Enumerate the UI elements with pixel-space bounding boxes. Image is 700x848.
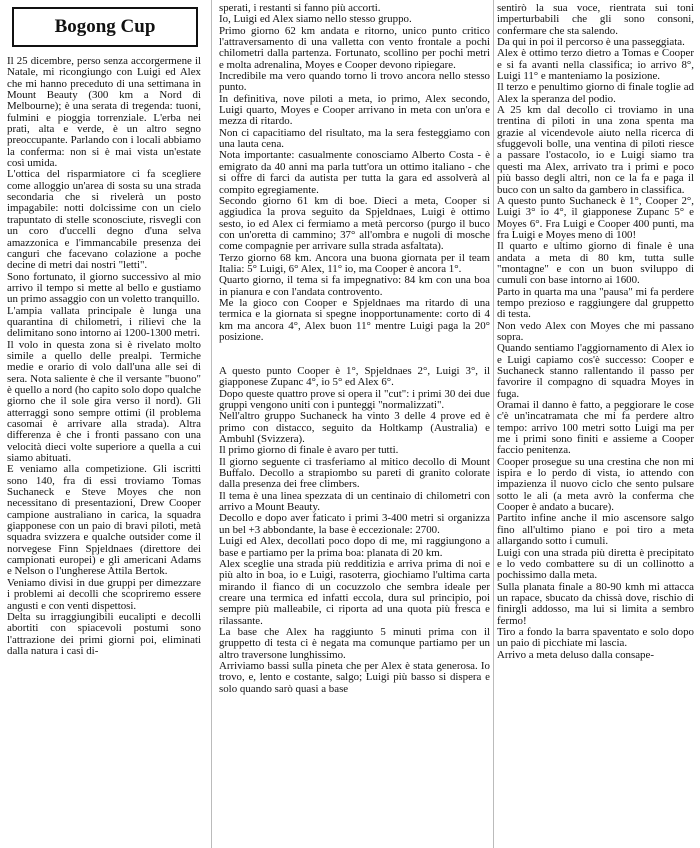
paragraph: Arriviamo bassi sulla pineta che per Alex è stata generosa. Io trovo, e, lento e costante, salgo; Luigi più basso si dispera e solo quando sarò quasi a base — [219, 659, 490, 695]
paragraph: Partito infine anche il mio ascensore salgo fino all'ultimo piano e poi tiro a meta allargando sotto i cumuli. — [497, 512, 694, 548]
paragraph: Luigi ed Alex, decollati poco dopo di me, mi raggiungono a base e partiamo per la prima boa: planata di 20 km. — [219, 535, 490, 559]
paragraph: Parto in quarta ma una "pausa" mi fa perdere tempo prezioso e raggiungere dal gruppetto di testa. — [497, 285, 694, 321]
paragraph: Tiro a fondo la barra spaventato e solo dopo un paio di picchiate mi lascia. — [497, 625, 694, 650]
paragraph: Nell'altro gruppo Suchaneck ha vinto 3 delle 4 prove ed è primo con distacco, seguito da Holtkamp (Australia) e Ambuhl (Svizzera). — [219, 410, 490, 446]
paragraph: Nota importante: casualmente conosciamo Alberto Costa - è emigrato da 40 anni ma parla tutt'ora un ottimo italiano - che si offre di farci da autista per tutta la gara ed assolverà al compito egregiamente. — [219, 149, 490, 196]
paragraph: Il giorno seguente ci trasferiamo al mitico decollo di Mount Buffalo. Decollo a strapiombo su pareti di granito colorate dalla presenza dei free climbers. — [219, 455, 490, 491]
paragraph: Luigi con una strada più diretta è precipitato e lo vedo combattere su di un collinotto a pochissimo dalla meta. — [497, 546, 694, 582]
paragraph: A 25 km dal decollo ci troviamo in una trentina di piloti in una zona spenta ma grazie al vicendevole aiuto nella ricerca di sfuggevoli bolle, una ventina di piloti riesce a passare l'ostacolo, io e Luigi siamo tra questi ma Alex, arrivato tra i primi e poco più basso degli altri, non ce la fa e paga il buco con un salto da gambero in classifica. — [497, 104, 694, 196]
paragraph: L'ampia vallata principale è lunga una quarantina di chilometri, i rilievi che la delimitano sono intorno ai 1200-1300 metri. — [7, 304, 201, 340]
paragraph: L'ottica del risparmiatore ci fa scegliere come alloggio un'area di sosta su una strada secondaria che si rivelerà un posto impagabile: notti dolcissime con un cielo trapuntato di stelle sconosciute, risvegli con un coro d'uccelli degno d'una selva amazzonica e l'immancabile presenza dei canguri che facevano colazione a poche decine di metri dai nostri "letti". — [7, 168, 201, 272]
column-divider-left — [211, 0, 212, 848]
paragraph: Alex è ottimo terzo dietro a Tomas e Cooper e si fa avanti nella classifica; io arrivo 8°, Luigi 11° e manteniamo la posizione. — [497, 47, 694, 83]
paragraph: Non vedo Alex con Moyes che mi passano sopra. — [497, 319, 694, 343]
paragraph: sentirò la sua voce, rientrata sui toni imperturbabili che gli sono consoni, confermare che sta salendo. — [497, 2, 694, 37]
paragraph: Secondo giorno 61 km di boe. Dieci a meta, Cooper si aggiudica la prova seguito da Spjeldnaes, Luigi è ottimo sesto, io ed Alex ci fermiamo a metà percorso (purgo il buco con un'oretta di cammino; 37° all'ombra e nugoli di mosche come compagnie per arrivare sulla strada asfaltata). — [219, 194, 490, 253]
paragraph: Oramai il danno è fatto, a peggiorare le cose c'è un'incatramata che mi fa perdere altro tempo: arrivo 100 metri sotto Luigi ma per me i primi sono finiti e assieme a Cooper faccio penitenza. — [497, 399, 694, 457]
paragraph: Quarto giorno, il tema si fa impegnativo: 84 km con una boa in pianura e con l'andata controvento. — [219, 274, 490, 298]
column-1 — [7, 0, 201, 848]
paragraph: Sulla planata finale a 80-90 kmh mi attacca un rapace, sbucato da chissà dove, rischio di finirgli addosso, ma lui si limita a sembro fermo! — [497, 580, 694, 627]
paragraph: In definitiva, nove piloti a meta, io primo, Alex secondo, Luigi quarto, Moyes e Cooper arrivano in meta con un'ora e mezza di ritardo. — [219, 92, 490, 128]
paragraph: Incredibile ma vero quando torno li trovo ancora nello stesso punto. — [219, 70, 490, 94]
paragraph: sperati, i restanti si fanno più accorti. — [219, 2, 381, 14]
paragraph: Primo giorno 62 km andata e ritorno, unico punto critico l'attraversamento di una valletta con vento frontale a pochi chilometri dalla partenza. Fortunato, scollino per pochi metri e molta adrenalina, Moyes e Cooper devono ripiegare. — [219, 24, 490, 71]
paragraph: Il terzo e penultimo giorno di finale toglie ad Alex la speranza del podio. — [497, 81, 694, 105]
paragraph: La base che Alex ha raggiunto 5 minuti prima con il gruppetto di testa ci è negata ma comunque partiamo per un altro traversone lunghissimo. — [219, 625, 490, 661]
paragraph: Quando sentiamo l'aggiornamento di Alex io e Luigi capiamo cos'è successo: Cooper e Suchaneck stanno rallentando il passo per favorire il compagno di squadra Moyes in fuga. — [497, 342, 694, 400]
paragraph: Arrivo a meta deluso dalla consape- — [497, 648, 654, 661]
paragraph: Decollo e dopo aver faticato i primi 3-400 metri si organizza un bel +3 abbondante, la base è eccezionale: 2700. — [219, 512, 490, 536]
paragraph: A questo punto Cooper è 1°, Spjeldnaes 2°, Luigi 3°, il giapponese Zupanc 4°, io 5° ed Alex 6°. — [219, 365, 490, 389]
paragraph: Sono fortunato, il giorno successivo al mio arrivo il tempo si mette al bello e gustiamo un primo assaggio con un voletto tranquillo. — [7, 270, 201, 306]
column-3 — [497, 0, 694, 848]
paragraph: Il volo in questa zona si è rivelato molto simile a quello delle prealpi. Termiche medie e orario di volo dall'una alle sei di sera. Nota saliente è che il versante "buono" è quello a nord (ho capito solo dopo qualche giorno che il sole gira verso il nord). Gli atterraggi sono sempre ottimi (il problema casomai è arrivare alla strada). Altra differenza è che i fronti passano con una velocità dieci volte superiore a quella a cui siamo abituati. — [7, 338, 201, 465]
paragraph: E veniamo alla competizione. Gli iscritti sono 140, fra di essi troviamo Tomas Suchaneck e Steve Moyes che non necessitano di presentazioni, Drew Cooper campione australiano in carica, la squadra giapponese con un paio di bravi piloti, metà squadra svizzera e qualche outsider come il norvegese Finn Spjeldnaes (direttore dei campionati europei) e gli americani Adams e Nelson o l'ungherese Attila Bertok. — [7, 463, 201, 578]
paragraph: Cooper prosegue su una crestina che non mi ispira e lo perdo di vista, io attendo con impazienza il nuovo ciclo che sento pulsare sotto le ali (a meta avrò la conferma che Cooper è andato a bucare). — [497, 455, 694, 514]
paragraph: Non ci capacitiamo del risultato, ma la sera festeggiamo con una lauta cena. — [219, 126, 490, 151]
paragraph: Il 25 dicembre, perso senza accorgermene il Natale, mi ricongiungo con Luigi ed Alex che mi hanno preceduto di una settimana in Mount Beauty (300 km a Nord di Melbourne); è una serata di tregenda: tuoni, fulmini e pioggia torrenziale. L'erba nei prati, alta e verde, è un altro segno preoccupante. Parlando con i locali abbiamo la conferma: non si è mai vista un'estate così umida. — [7, 55, 201, 170]
paragraph: Delta su irraggiungibili eucalipti e decolli abortiti con spiacevoli postumi sono l'attrazione dei primi giorni poi, eliminati dalla natura i casi di- — [7, 610, 201, 657]
paragraph: Me la gioco con Cooper e Spjeldnaes ma ritardo di una termica e la giornata si spegne inopportunamente: corto di 4 km ma ancora 4°, Alex buon 11° mentre Luigi paga la 20° posizione. — [219, 296, 490, 343]
paragraph: A questo punto Suchaneck è 1°, Cooper 2°, Luigi 3° io 4°, il giapponese Zupanc 5° e Moyes 6°. Fra Luigi e Cooper 400 punti, ma fra Luigi e Moyes meno di 100! — [497, 194, 694, 241]
paragraph: Dopo queste quattro prove si opera il "cut": i primi 30 dei due gruppi vengono uniti con i punteggi "normalizzati". — [219, 387, 490, 412]
paragraph: Il quarto e ultimo giorno di finale è una andata a meta di 80 km, tutta sulle "montagne" e con un buon sviluppo di cumuli con base intorno ai 1600. — [497, 240, 694, 287]
paragraph: Terzo giorno 68 km. Ancora una buona giornata per il team Italia: 5° Luigi, 6° Alex, 11° io, ma Cooper è ancora 1°. — [219, 251, 490, 275]
column-divider-right — [493, 0, 494, 848]
section-gap — [219, 343, 490, 354]
paragraph: Il primo giorno di finale è avaro per tutti. — [219, 444, 399, 457]
paragraph: Veniamo divisi in due gruppi per dimezzare i problemi ai decolli che scopriremo essere angusti e con venti dispettosi. — [7, 576, 201, 612]
article-title: Bogong Cup — [12, 7, 198, 47]
column-2 — [219, 0, 490, 848]
paragraph: Alex sceglie una strada più redditizia e arriva prima di noi e più alto in boa, io e Luigi, rasoterra, giochiamo l'ultima carta mirando il fianco di un cocuzzolo che sembra ideale per creare una termica ed infatti eccola, dura sul principio, poi sempre più malleabile, ci riporta ad una quota più fresca e rilassante. — [219, 557, 490, 627]
paragraph: Io, Luigi ed Alex siamo nello stesso gruppo. — [219, 13, 412, 26]
paragraph: Il tema è una linea spezzata di un centinaio di chilometri con arrivo a Mount Beauty. — [219, 489, 490, 514]
paragraph: Da qui in poi il percorso è una passeggiata. — [497, 36, 685, 49]
